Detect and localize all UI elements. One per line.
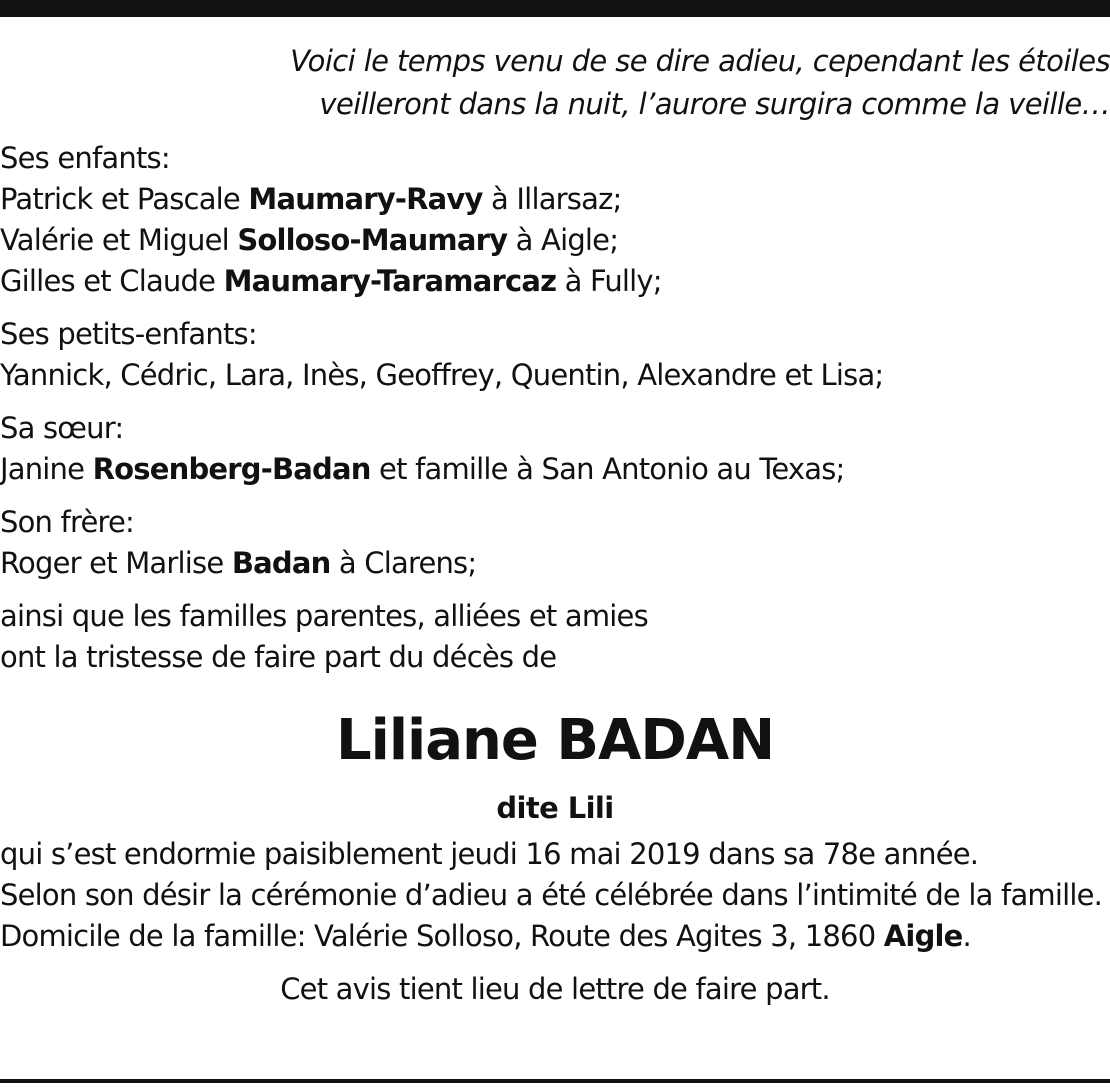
child-first-names: Valérie et Miguel [0,223,238,257]
child-first-names: Gilles et Claude [0,264,224,298]
epigraph-line-2: veilleront dans la nuit, l’aurore surgira comme la veille… [319,87,1110,121]
brother-place: à Clarens; [330,546,477,580]
address-text: Domicile de la famille: Valérie Solloso, Route des Agites 3, 1860 [0,919,884,953]
grandchildren-heading: Ses petits-enfants: [0,317,257,351]
obituary-notice [0,40,1110,1010]
brother-section [0,502,1110,584]
child-entry [0,179,1110,220]
children-heading: Ses enfants: [0,141,170,175]
grandchildren-names: Yannick, Cédric, Lara, Inès, Geoffrey, Quentin, Alexandre et Lisa; [0,358,884,392]
sister-heading: Sa sœur: [0,411,124,445]
address-suffix: . [962,919,971,953]
families-line-1: ainsi que les familles parentes, alliées et amies [0,599,648,633]
child-surname: Maumary-Ravy [248,182,483,216]
child-surname: Solloso-Maumary [237,223,508,257]
child-first-names: Patrick et Pascale [0,182,249,216]
child-surname: Maumary-Taramarcaz [223,264,557,298]
child-entry [0,261,1110,302]
child-place: à Fully; [556,264,662,298]
deceased-name: Liliane BADAN [335,708,775,773]
deceased-nickname: dite Lili [496,791,614,825]
bottom-rule [0,1079,1110,1083]
families-line-2: ont la tristesse de faire part du décès de [0,640,557,674]
brother-first-names: Roger et Marlise [0,546,232,580]
brother-surname: Badan [231,546,331,580]
brother-heading: Son frère: [0,505,134,539]
epigraph-line-1: Voici le temps venu de se dire adieu, cependant les étoiles [290,44,1110,78]
grandchildren-section [0,314,1110,396]
notice-text [0,834,1110,957]
child-place: à Aigle; [507,223,619,257]
sister-surname: Rosenberg-Badan [92,452,371,486]
notice-line-2: Selon son désir la cérémonie d’adieu a été célébrée dans l’intimité de la famille. [0,878,1103,912]
child-place: à Illarsaz; [482,182,622,216]
top-rule [0,0,1110,17]
sister-entry [0,449,1110,490]
sister-first-name: Janine [0,452,93,486]
family-address [0,916,1110,957]
notice-line-1: qui s’est endormie paisiblement jeudi 16 mai 2019 dans sa 78e année. [0,837,979,871]
sister-place: et famille à San Antonio au Texas; [370,452,845,486]
children-section [0,138,1110,302]
closing-note: Cet avis tient lieu de lettre de faire part. [280,972,830,1006]
brother-entry [0,543,1110,584]
families-section [0,596,1110,678]
address-city: Aigle [883,919,963,953]
sister-section [0,408,1110,490]
child-entry [0,220,1110,261]
epigraph [0,40,1110,126]
